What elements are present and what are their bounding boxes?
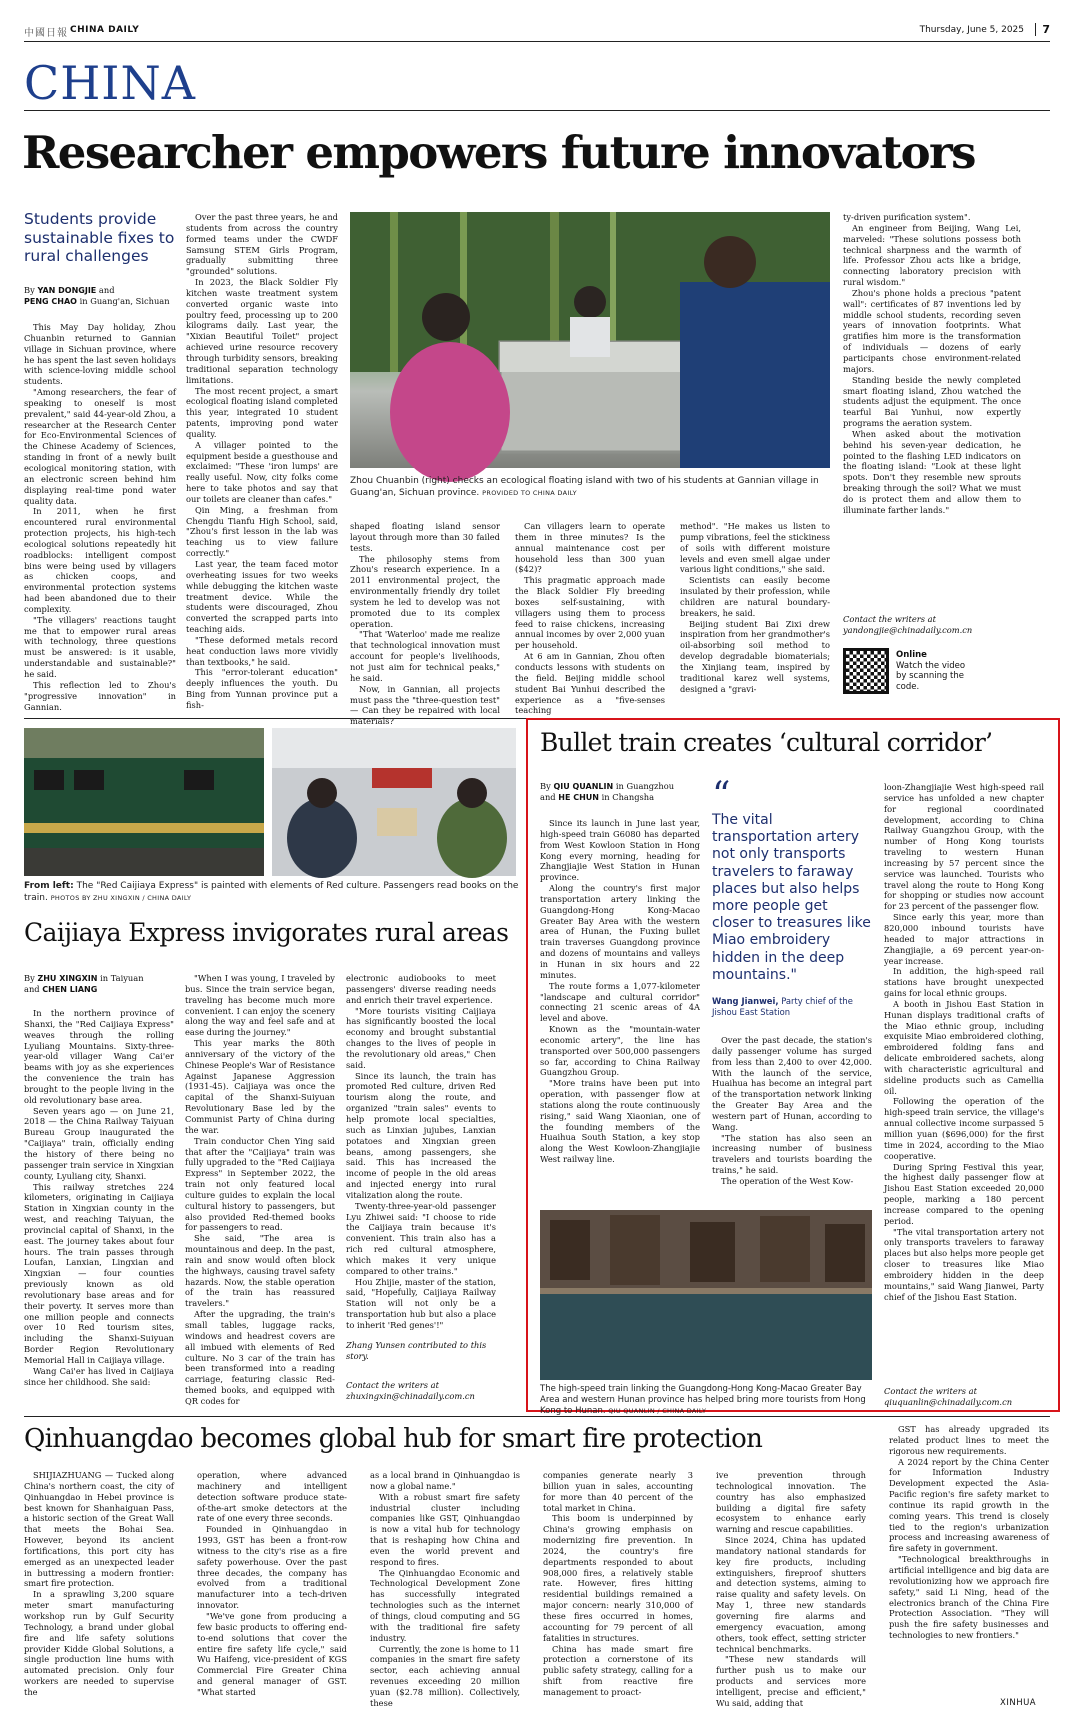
paragraph: A villager pointed to the equipment beside a guesthouse and exclaimed: "These 'iron lumps' are really useful. Now, city folks come here to take photos and say that our toilets are cleaner than cafes." [186,439,338,504]
story4-col3 [370,1470,520,1708]
story1-col3 [350,521,500,727]
story2-caption: From left: The "Red Caijiaya Express" is painted with elements of Red culture. Passengers read books on the train. PHOTOS BY ZHU XINGXIN / CHINA DAILY [24,881,519,903]
paragraph: "Among researchers, the fear of speaking to oneself is most prevalent," said 44-year-old Zhou, a researcher at the Research Center for Eco-Environmental Sciences of the Chinese Academy of Sciences, standing in front of a newly built ecological monitoring station, with an electronic screen behind him displaying real-time pond water quality data. [24,387,176,506]
pull-quote-attribution: Wang Jianwei, Party chief of the Jishou East Station [712,996,853,1017]
paragraph: In a sprawling 3,200 square meter smart manufacturing workshop run by Gulf Security Technology, a brand under global fire and life safety solutions provider Kidde Global Solutions, a single production line hums with automated precision. Only four workers are needed to supervise the [24,1589,174,1697]
story1-photo [350,212,830,468]
story4-col1 [24,1470,174,1708]
paragraph: "The villagers' reactions taught me that to empower rural areas with technology, three questions must be answered: is it usable, understandable and sustainable?" he said. [24,614,176,679]
story4-col4 [543,1470,693,1708]
paragraph: method". "He makes us listen to pump vibrations, feel the stickiness of soils with different moisture levels and even smell algae under various light conditions," she said. [680,521,830,575]
paragraph: "These deformed metals record heat conduction laws more vividly than textbooks," he said. [186,634,338,667]
story3-photo [540,1210,872,1380]
section-rule [24,110,1050,111]
passengers-reading-photo-art [272,728,516,876]
paragraph: companies generate nearly 3 billion yuan in sales, accounting for more than 40 percent of the total market in China. [543,1470,693,1513]
pull-quote: The vital transportation artery not only transports travelers to faraway places but also helps more people get closer to treasures like Miao embroidery hidden in the deep mountains." [712,812,871,983]
masthead-logo: 中國日報 [24,28,68,39]
story2-headline: Caijiaya Express invigorates rural areas [24,918,509,947]
paragraph: Scientists can easily become insulated by their profession, while children are natural boundary-breakers, he said. [680,575,830,618]
paragraph: "These new standards will further push us to make our products and services more intelligent, precise and efficient," Wu said, adding that [716,1654,866,1708]
paragraph: Train conductor Chen Ying said that after the "Caijiaya" train was fully upgraded to the "Red Caijiaya Express" in September 2022, the train not only featured local culture guides to explain the local cultural history to passengers, but also provided Red-themed books for passengers to read. [185,1135,335,1233]
paragraph: The philosophy stems from Zhou's research experience. In a 2011 environmental project, the environmentally friendly dry toilet system he led to develop was not promoted due to its complex operation. [350,553,500,629]
paragraph: With a robust smart fire safety industrial cluster including companies like GST, Qinhuangdao is now a vital hub for technology that is reshaping how China and even the world prevent and respond to fires. [370,1491,520,1567]
story4-headline: Qinhuangdao becomes global hub for smart fire protection [24,1424,763,1454]
paragraph: operation, where advanced machinery and intelligent detection software produce state-of-the-art smoke detectors at the rate of one every three seconds. [197,1470,347,1524]
story1-caption: Zhou Chuanbin (right) checks an ecological floating island with two of his students at Gannian village in Guang'an, Sichuan province. PROVIDED TO CHINA DAILY [350,476,819,498]
paragraph: "More trains have been put into operation, with passenger flow at stations along the route continuously rising," said Wang Xiaonian, one of the founding members of the Huaihua South Station, a key stop along the West Kowloon-Zhangjiajie West railway line. [540,1078,700,1165]
paragraph: At 6 am in Gannian, Zhou often conducts lessons with students on the field. Beijing middle school student Bai Yunhui described the experience as a "five-senses teaching [515,651,665,716]
story3-col3 [884,782,1044,1380]
paragraph: Can villagers learn to operate them in three minutes? Is the annual maintenance cost per household less than 300 yuan ($42)? [515,521,665,575]
paragraph: electronic audiobooks to meet passengers' diverse reading needs and enrich their travel experience. [346,973,496,1005]
paragraph: "The station has also seen an increasing number of business travelers and tourists boarding the trains," he said. [712,1132,872,1176]
paragraph: An engineer from Beijing, Wang Lei, marveled: "These solutions possess both technical sharpness and the warmth of life. Professor Zhou acts like a bridge, connecting laboratory precision with rural wisdom." [843,222,1021,288]
paragraph: This "error-tolerant education" deeply influences the youth. Du Bing from Yunnan province put a fish- [186,667,338,710]
paragraph: "More tourists visiting Caijiaya has significantly boosted the local economy and brought substantial changes to the lives of people in the revolutionary old areas," Chen said. [346,1005,496,1070]
paragraph: The most recent project, a smart ecological floating island completed this year, integrated 10 student patents, improving pond water quality. [186,385,338,439]
story2-contrib: Zhang Yunsen contributed to this story. [346,1340,487,1361]
story1-photo-credit: PROVIDED TO CHINA DAILY [482,488,577,497]
story1-byline: By YAN DONGJIE and PENG CHAO in Guang'an, Sichuan [24,285,170,306]
section-title: CHINA [24,56,196,110]
story2-photo-train [24,728,264,876]
paragraph: Over the past three years, he and students from across the country formed teams under the CWDF Samsung STEM Girls Program, gradually submitting three "grounded" solutions. [186,212,338,277]
story1-contact: Contact the writers at yandongjie@chinadaily.com.cn [843,614,973,635]
paragraph: This year marks the 80th anniversary of the victory of the Chinese People's War of Resistance Against Japanese Aggression (1931-45). Caijiaya was once the capital of the Shanxi-Suiyuan Revolutionary Base led by the Communist Party of China during the war. [185,1038,335,1135]
paragraph: Over the past decade, the station's daily passenger volume has surged from less than 2,400 to over 42,000. With the launch of the service, Huaihua has become an integral part of the transportation network linking the Greater Bay Area and the western part of Hunan, according to Wang. [712,1035,872,1132]
paragraph: GST has already upgraded its related product lines to meet the rigorous new requirements. [889,1424,1049,1456]
paragraph: China has made smart fire protection a cornerstone of its public safety strategy, calling for a shift from reactive fire management to proact- [543,1643,693,1697]
paragraph: She said, "The area is mountainous and deep. In the past, rain and snow would often block the highways, causing travel safety hazards. Now, the stable operation of the train has reassured travelers." [185,1233,335,1309]
paragraph: Last year, the team faced motor overheating issues for two weeks while debugging the kitchen waste treatment device. While the students were discouraged, Zhou converted the scrapped parts into teaching aids. [186,559,338,635]
story2-col1 [24,1008,174,1404]
story2-contact: Contact the writers at zhuxingxin@chinadaily.com.cn [346,1380,475,1401]
story2-byline: By ZHU XINGXIN in Taiyuan and CHEN LIANG [24,973,144,994]
paragraph: loon-Zhangjiajie West high-speed rail service has unfolded a new chapter for regional coordinated development, according to China Railway Guangzhou Group, with the number of Hong Kong tourists traveling to western Hunan increasing by 57 percent since the service was launched. Tourists who travel along the route to Hong Kong for shopping or studies now account for 23 percent of the passenger flow. [884,782,1044,912]
paragraph: When asked about the motivation behind his seven-year dedication, he pointed to the flashing LED indicators on the floating island: "Look at these light spots. Don't they resemble new sprouts breaking through the soil? What we must do is protect them and allow them to illuminate farther lands." [843,428,1021,515]
story1-col5 [680,521,830,712]
qr-text: Online Watch the video by scanning the code. [896,650,966,692]
masthead [24,22,1050,42]
qr-code[interactable] [843,648,889,694]
story3-photo-credit: QIU QUANLIN / CHINA DAILY [608,1407,707,1415]
story3-contact: Contact the writers at qiuquanlin@chinadaily.com.cn [884,1386,1013,1407]
paragraph: "We've gone from producing a few basic products to offering end-to-end solutions that cover the entire fire safety life cycle," said Wu Haifeng, vice-president of KGS Commercial Fire Greater China and general manager of GST. "What started [197,1610,347,1697]
paragraph: This May Day holiday, Zhou Chuanbin returned to Gannian village in Sichuan province, where he has spent the last seven holidays with science-loving middle school students. [24,322,176,387]
story2-photo-passengers [272,728,516,876]
paragraph: Seven years ago — on June 21, 2018 — the China Railway Taiyuan Bureau Group inaugurated the "Caijiaya" train, officially ending the history of there being no passenger train service in Xingxian county, Lyuliang city, Shanxi. [24,1105,174,1181]
paragraph: ty-driven purification system". [843,212,971,222]
paragraph: Since 2024, China has updated mandatory national standards for key fire products, including extinguishers, fireproof shutters and detection systems, aiming to raise quality and safety levels. On May 1, three new standards governing fire alarms and emergency evacuation, among others, took effect, setting stricter technical benchmarks. [716,1535,866,1654]
paragraph: Twenty-three-year-old passenger Lyu Zhiwei said: "I choose to ride the Caijiaya train because it's convenient. This train also has a rich red cultural atmosphere, which makes it very unique compared to other trains." [346,1200,496,1276]
floating-island-photo-art [350,212,830,468]
paragraph: Qin Ming, a freshman from Chengdu Tianfu High School, said, "Zhou's first lesson in the lab was teaching us to view failure correctly." [186,504,338,559]
quote-mark-icon: “ [712,775,731,816]
red-train-photo-art [24,728,264,876]
story1-col6 [843,212,1021,610]
paragraph: Wang Cai'er has lived in Caijiaya since her childhood. She said: [24,1365,174,1387]
paragraph: In 2023, the Black Soldier Fly kitchen waste treatment system converted organic waste into poultry feed, processing up to 200 kilograms daily. Last year, the "Xixian Beautiful Toilet" project achieved urine resource recovery through turbidity sensors, breaking traditional separation technology limitations. [186,277,338,385]
paragraph: as a local brand in Qinhuangdao is now a global name." [370,1470,520,1491]
paragraph: This railway stretches 224 kilometers, originating in Caijiaya Station in Xingxian county in the west, and reaching Taiyuan, the provincial capital of Shanxi, in the east. The journey takes about four hours. The train passes through Loufan, Lanxian, Lingxian and Xingxian — four counties previously known as old revolutionary base areas and for their poverty. It serves more than one million people and connects over 10 Red tourism sites, including the Shanxi-Suiyuan Border Region Revolutionary Memorial Hall in Caijiaya village. [24,1181,174,1365]
story3-byline: By QIU QUANLIN in Guangzhou and HE CHUN in Changsha [540,781,675,802]
paragraph: During Spring Festival this year, the highest daily passenger flow at Jishou East Station exceeded 20,000 people, marking a 180 percent increase compared to the opening period. [884,1161,1044,1226]
story1-col4 [515,521,665,716]
paragraph: In addition, the high-speed rail stations have brought unexpected gains for local ethnic groups. [884,966,1044,999]
story1-headline: Researcher empowers future innovators [22,126,975,179]
river-town-photo-art [540,1210,872,1380]
paragraph: A booth in Jishou East Station in Hunan displays traditional crafts of the Miao ethnic group, including exquisite Miao embroidered clothing, embroidered folding fans and delicate embroidered sachets, along with characteristic agricultural and sideline products such as Camellia oil. [884,998,1044,1096]
paragraph: In 2011, when he first encountered rural environmental protection projects, his high-tech ecological solutions repeatedly hit roadblocks: intelligent compost bins were being used by villagers as chicken coops, and environmental protection systems had been abandoned due to their complexity. [24,506,176,614]
paragraph: Since early this year, more than 820,000 inbound tourists have headed to major attractions in Zhangjiajie, a 69 percent year-on-year increase. [884,912,1044,966]
story3-caption: The high-speed train linking the Guangdong-Hong Kong-Macao Greater Bay Area and western Hunan province has helped bring more tourists from Hong Kong to Hunan. QIU QUANLIN / CHINA DAILY [540,1384,866,1416]
paragraph: Standing beside the newly completed smart floating island, Zhou watched the students adjust the equipment. The once tearful Bai Yunhui, now expertly programs the aeration system. [843,374,1021,429]
paragraph: Hou Zhijie, master of the station, said, "Hopefully, Caijiaya Railway Station will not only be a transportation hub but also a place to inherit 'Red genes'!" [346,1276,496,1330]
story4-agency: XINHUA [1000,1698,1037,1708]
story2-col2 [185,973,335,1404]
story4-col2 [197,1470,347,1708]
story1-col2 [186,212,338,712]
paragraph: Now, in Gannian, all projects must pass the "three-question test" — Can they be repaired with local materials? [350,683,500,727]
paragraph: "The vital transportation artery not only transports travelers to faraway places but also helps more people get closer to treasures like Miao embroidery hidden in the deep mountains," said Wang Jianwei, Party chief of the Jishou East Station. [884,1226,1044,1302]
paragraph: Since its launch in June last year, high-speed train G6080 has departed from West Kowloon Station in Hong Kong every morning, heading for Zhangjiajie West Station in Hunan province. [540,818,700,883]
paragraph: After the upgrading, the train's small tables, luggage racks, windows and headrest covers are all imbued with elements of Red culture. No 3 car of the train has been transformed into a reading carriage, featuring classic Red-themed books, and equipped with QR codes for [185,1309,335,1406]
paragraph: Known as the "mountain-water economic artery", the line has transported over 500,000 passengers so far, according to China Railway Guangzhou Group. [540,1024,700,1078]
paragraph: SHIJIAZHUANG — Tucked along China's northern coast, the city of Qinhuangdao in Hebei province is best known for Shanhaiguan Pass, a historic section of the Great Wall that meets the Bohai Sea. However, beyond its ancient fortifications, this port city has emerged as an unexpected leader in buttressing a modern frontier: smart fire protection. [24,1470,174,1589]
story3-headline: Bullet train creates ‘cultural corridor’ [540,728,993,757]
story1-col1 [24,322,176,712]
paragraph: shaped floating island sensor layout through more than 30 failed tests. [350,521,500,553]
paragraph: "That 'Waterloo' made me realize that technological innovation must account for people's livelihoods, not just aim for technical peaks," he said. [350,629,500,683]
paragraph: ive prevention through technological innovation. The country has also emphasized building a digital fire safety ecosystem to enhance early warning and rescue capabilities. [716,1470,866,1535]
paragraph: This boom is underpinned by China's growing emphasis on modernizing fire prevention. In 2024, the country's fire departments responded to about 908,000 fires, a relatively stable rate. However, fires hitting residential buildings remained a major concern: nearly 310,000 of these fires occurred in homes, accounting for 79 percent of all fatalities in structures. [543,1513,693,1643]
paragraph: In the northern province of Shanxi, the "Red Caijiaya Express" weaves through the rolling Lyuliang Mountains. Sixty-three-year-old villager Wang Cai'er beams with joy as she experiences the convenience the train has brought to the people living in the old revolutionary base area. [24,1008,174,1105]
story1-deck: Students provide sustainable fixes to rural challenges [24,210,175,265]
rule-bottom [24,1416,1050,1417]
paragraph: "When I was young, I traveled by bus. Since the train service began, traveling has become much more convenient. I can enjoy the scenery along the way and feel safe and at ease during the journey." [185,973,335,1038]
paragraph: Following the operation of the high-speed train service, the village's annual collective income surpassed 5 million yuan ($696,000) for the first time in 2024, according to the Miao cooperative. [884,1096,1044,1161]
story3-col2 [712,1035,872,1205]
paragraph: Zhou's phone holds a precious "patent wall": certificates of 87 inventions led by middle school students, recording seven years of innovation footprints. What gratifies him more is the transformation of individuals — dozens of early participants chose environment-related majors. [843,287,1021,374]
paragraph: "Technological breakthroughs in artificial intelligence and big data are revolutionizing how we approach fire safety," said Li Ning, head of the electronics branch of the China Fire Protection Association. "They will push the fire safety businesses and technologies to new frontiers." [889,1554,1049,1641]
paragraph: Founded in Qinhuangdao in 1993, GST has been a front-row witness to the city's rise as a fire safety powerhouse. Over the past three decades, the company has evolved from a traditional manufacturer into a tech-driven innovator. [197,1524,347,1611]
masthead-paper: CHINA DAILY [70,25,140,35]
story4-col5 [716,1470,866,1708]
story2-col3 [346,973,496,1333]
paragraph: The route forms a 1,077-kilometer "landscape and cultural corridor" connecting 21 scenic areas of 4A level and above. [540,980,700,1024]
paragraph: The Qinhuangdao Economic and Technological Development Zone has successfully integrated technologies such as the internet of things, cloud computing and 5G with the traditional fire safety industry. [370,1567,520,1643]
paragraph: Beijing student Bai Zixi drew inspiration from her grandmother's oil-absorbing soil method to develop degradable biomaterials; the Xinjiang team, inspired by traditional karez well systems, designed a "gravi- [680,618,830,694]
story2-photo-credit: PHOTOS BY ZHU XINGXIN / CHINA DAILY [50,893,192,902]
paragraph: This reflection led to Zhou's "progressive innovation" in Gannian. [24,679,176,712]
masthead-date: Thursday, June 5, 2025 [919,25,1024,35]
story4-col6 [889,1424,1049,1692]
paragraph: This pragmatic approach made the Black Soldier Fly breeding boxes self-sustaining, with villagers using them to process feed to raise chickens, increasing annual incomes by over 2,000 yuan per household. [515,575,665,651]
paragraph: Since its launch, the train has promoted Red culture, driven Red tourism along the route, and organized "train sales" events to help promote local specialties, such as Linxian jujubes, Lanxian potatoes and Xingxian green beans, among passengers, she said. This has increased the income of people in the old areas and injected energy into rural vitalization along the route. [346,1070,496,1200]
paragraph: A 2024 report by the China Center for Information Industry Development expected the Asia-Pacific region's fire safety market to continue its rapid growth in the coming years. This trend is closely tied to the region's urbanization process and increasing awareness of fire safety in government. [889,1456,1049,1554]
paragraph: The operation of the West Kow- [721,1175,854,1186]
paragraph: Along the country's first major transportation artery linking the Guangdong-Hong Kong-Macao Greater Bay Area with the western area of Hunan, the Fuxing bullet train traverses Guangdong province and dozens of mountains and valleys in Hunan in six hours and 22 minutes. [540,883,700,980]
story3-col1 [540,818,700,1204]
page-number: 7 [1035,23,1050,36]
paragraph: Currently, the zone is home to 11 companies in the smart fire safety sector, each achieving annual revenues exceeding 20 million yuan ($2.78 million). Collectively, these [370,1643,520,1708]
